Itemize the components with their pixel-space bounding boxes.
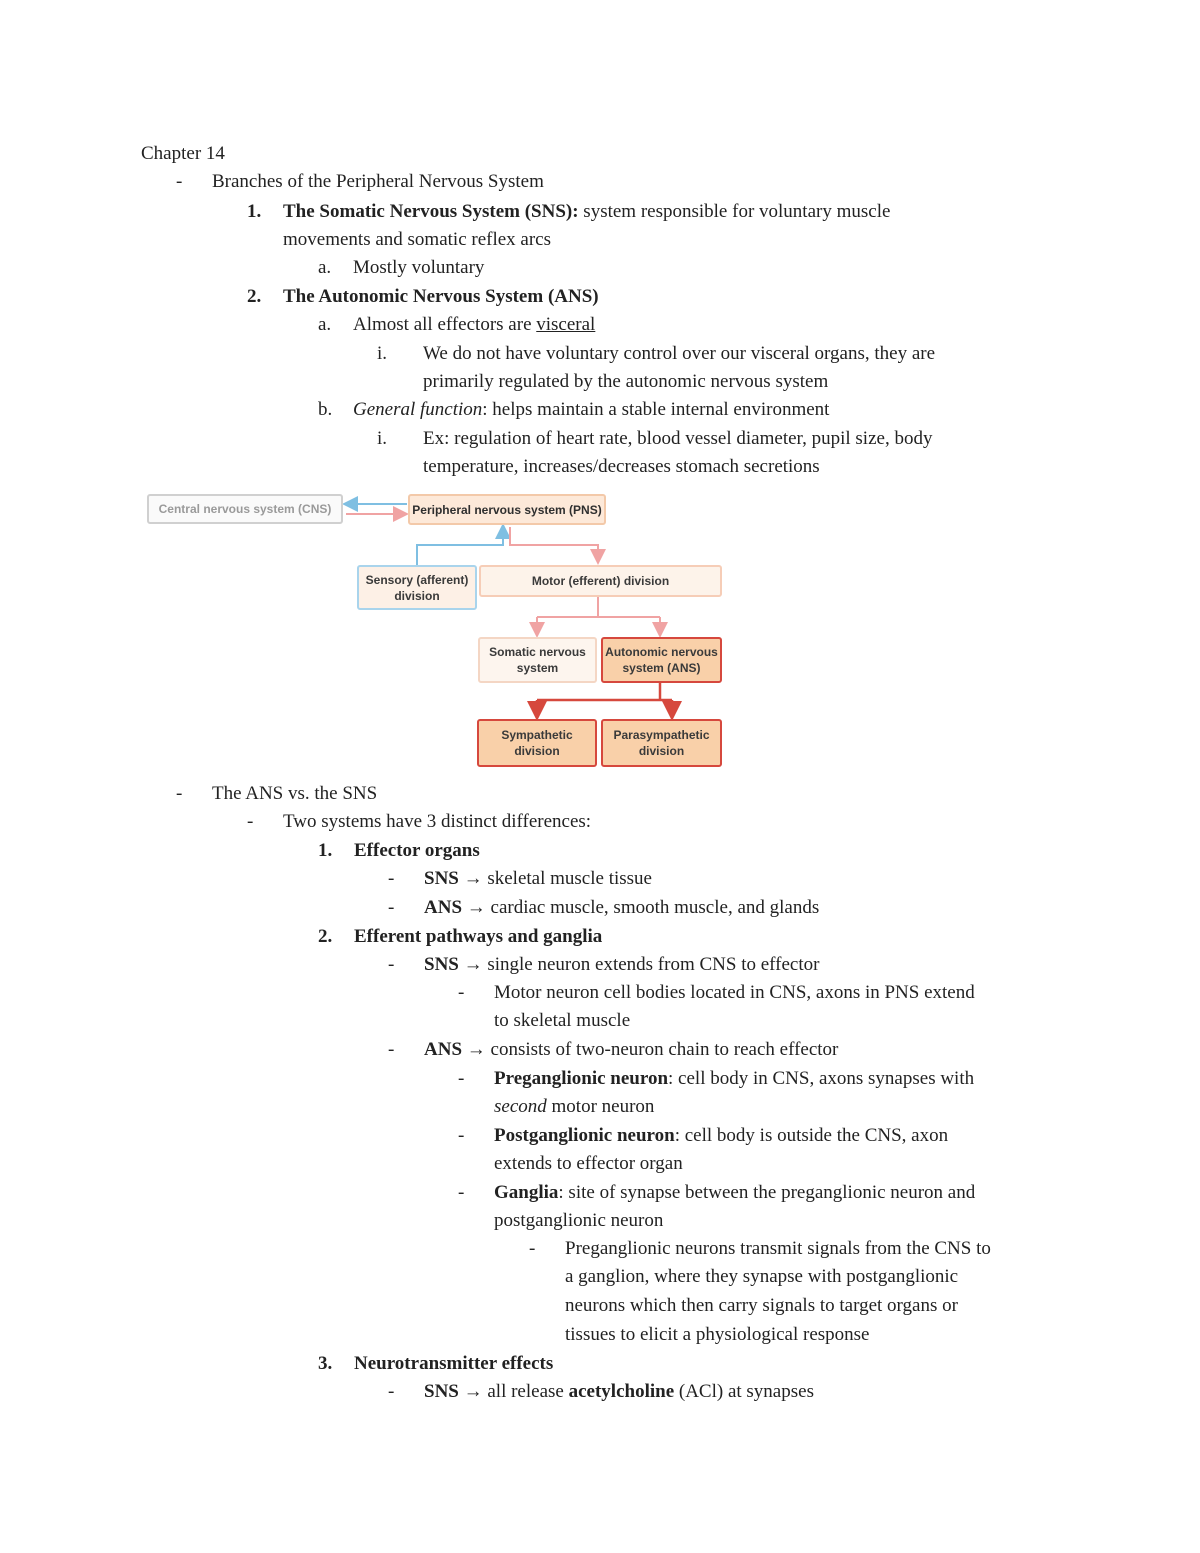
list-number: 2. (318, 926, 333, 947)
pathway-sns-text: → single neuron extends from CNS to effector (458, 954, 820, 975)
section-heading-branches: Branches of the Peripheral Nervous System (212, 171, 544, 192)
ganglia-sub-line1: Preganglionic neurons transmit signals from the CNS to (565, 1238, 991, 1259)
cns-label: Central nervous system (CNS) (158, 502, 332, 516)
effector-ans-text: → cardiac muscle, smooth muscle, and glands (462, 897, 820, 918)
ganglia-line1 (494, 1182, 975, 1204)
neurotransmitter-sns (424, 1381, 814, 1403)
ganglia-line2: postganglionic neuron (494, 1210, 664, 1231)
pns-box (408, 494, 606, 525)
somatic-label (489, 644, 586, 676)
pns-label: Peripheral nervous system (PNS) (412, 502, 602, 517)
postganglionic-term: Postganglionic neuron (494, 1125, 675, 1146)
somatic-label-line1: Somatic nervous (489, 645, 586, 659)
ganglia-term: Ganglia (494, 1182, 559, 1203)
cns-box (147, 494, 343, 524)
autonomic-label (605, 644, 718, 676)
neurotransmitter-sns-text-2: (ACl) at synapses (674, 1381, 814, 1402)
motor-division-box (479, 565, 722, 597)
postganglionic-line2: extends to effector organ (494, 1153, 683, 1174)
sns-definition-line2: movements and somatic reflex arcs (283, 229, 552, 250)
sensory-to-pns-arrow (417, 527, 503, 565)
effector-ans (424, 897, 819, 919)
list-number: 3. (318, 1353, 333, 1374)
autonomic-label-line2: system (ANS) (622, 661, 701, 675)
sensory-division-box (357, 565, 477, 610)
sensory-label-line2: division (394, 588, 440, 603)
ans-point-b-i-line2: temperature, increases/decreases stomach secretions (423, 456, 820, 477)
bullet-dash: - (388, 897, 395, 918)
preganglionic-term: Preganglionic neuron (494, 1068, 669, 1089)
sympathetic-label-line2: division (514, 744, 560, 758)
bullet-dash: - (388, 954, 395, 975)
list-number: 1. (318, 840, 333, 861)
bullet-dash: - (388, 868, 395, 889)
differences-intro: Two systems have 3 distinct differences: (283, 811, 592, 832)
list-letter: a. (318, 257, 332, 278)
effector-sns-text: → skeletal muscle tissue (458, 868, 652, 889)
autonomic-label-line1: Autonomic nervous (605, 645, 718, 659)
sympathetic-label (501, 727, 572, 759)
ans-point-a-text: Almost all effectors are (353, 314, 537, 335)
second-italic: second (494, 1096, 547, 1117)
effector-organs-heading: Effector organs (354, 840, 480, 861)
ganglia-sub-line3: neurons which then carry signals to target organs or (565, 1295, 958, 1316)
parasympathetic-box (601, 719, 722, 767)
bullet-dash: - (458, 982, 465, 1003)
ans-label: ANS (424, 897, 463, 918)
ans-point-b-i-line1: Ex: regulation of heart rate, blood vessel diameter, pupil size, body (423, 428, 933, 449)
preganglionic-line1 (494, 1068, 974, 1090)
bullet-dash: - (176, 171, 183, 192)
bullet-dash: - (388, 1039, 395, 1060)
bullet-dash: - (247, 811, 254, 832)
bullet-dash: - (458, 1125, 465, 1146)
sympathetic-box (477, 719, 597, 767)
list-letter: b. (318, 399, 333, 420)
sensory-label-line1: Sensory (afferent) (365, 572, 469, 587)
pathway-ans-text: → consists of two-neuron chain to reach effector (462, 1039, 839, 1060)
ganglia-text: : site of synapse between the preganglionic neuron and (558, 1182, 976, 1203)
ans-point-a-i-line1: We do not have voluntary control over our visceral organs, they are (423, 343, 936, 364)
effector-sns (424, 868, 652, 890)
parasympathetic-label (613, 727, 709, 759)
visceral-underlined: visceral (536, 314, 596, 335)
neurotransmitter-heading: Neurotransmitter effects (354, 1353, 554, 1374)
parasympathetic-label-line2: division (638, 744, 685, 758)
list-number: 2. (247, 286, 262, 307)
ganglia-sub-line4: tissues to elicit a physiological response (565, 1324, 870, 1345)
bullet-dash: - (388, 1381, 395, 1402)
ganglia-sub-line2: a ganglion, where they synapse with postganglionic (565, 1266, 959, 1287)
sns-label: SNS (424, 868, 459, 889)
preganglionic-text-2: motor neuron (546, 1096, 655, 1117)
sns-point-a: Mostly voluntary (353, 257, 485, 278)
acetylcholine-term: acetylcholine (568, 1381, 675, 1402)
ans-term: The Autonomic Nervous System (ANS) (283, 286, 599, 307)
pathway-sns (424, 954, 819, 976)
sympathetic-label-line1: Sympathetic (501, 728, 573, 742)
list-number: 1. (247, 201, 262, 222)
list-letter: a. (318, 314, 332, 335)
postganglionic-text: : cell body is outside the CNS, axon (674, 1125, 949, 1146)
somatic-label-line2: system (516, 661, 559, 675)
preganglionic-text: : cell body in CNS, axons synapses with (668, 1068, 975, 1089)
postganglionic-line1 (494, 1125, 948, 1147)
pathway-sns-sub-line2: to skeletal muscle (494, 1010, 631, 1031)
sensory-label (366, 572, 469, 604)
list-roman: i. (377, 343, 388, 364)
bullet-dash: - (458, 1068, 465, 1089)
bullet-dash: - (176, 783, 183, 804)
pathway-sns-sub-line1: Motor neuron cell bodies located in CNS, axons in PNS extend (494, 982, 975, 1003)
somatic-box (478, 637, 597, 683)
neurotransmitter-sns-text: → all release (458, 1381, 569, 1402)
general-function-italic: General function (353, 399, 483, 420)
efferent-pathways-heading: Efferent pathways and ganglia (354, 926, 603, 947)
motor-label: Motor (efferent) division (531, 574, 670, 588)
bullet-dash: - (458, 1182, 465, 1203)
sns-term: The Somatic Nervous System (SNS): (283, 201, 579, 222)
ans-point-a-i-line2: primarily regulated by the autonomic nervous system (423, 371, 829, 392)
chapter-title: Chapter 14 (141, 143, 225, 164)
sns-label: SNS (424, 1381, 459, 1402)
section-heading-ans-vs-sns: The ANS vs. the SNS (212, 783, 378, 804)
list-roman: i. (377, 428, 388, 449)
preganglionic-line2 (494, 1096, 654, 1118)
ans-label: ANS (424, 1039, 463, 1060)
parasympathetic-label-line1: Parasympathetic (613, 728, 710, 742)
ans-point-b-text: : helps maintain a stable internal environment (482, 399, 830, 420)
pns-to-motor-arrow (510, 527, 598, 561)
sns-label: SNS (424, 954, 459, 975)
autonomic-box (601, 637, 722, 683)
pathway-ans (424, 1039, 838, 1061)
bullet-dash: - (529, 1238, 536, 1259)
sns-desc: system responsible for voluntary muscle (578, 201, 891, 222)
